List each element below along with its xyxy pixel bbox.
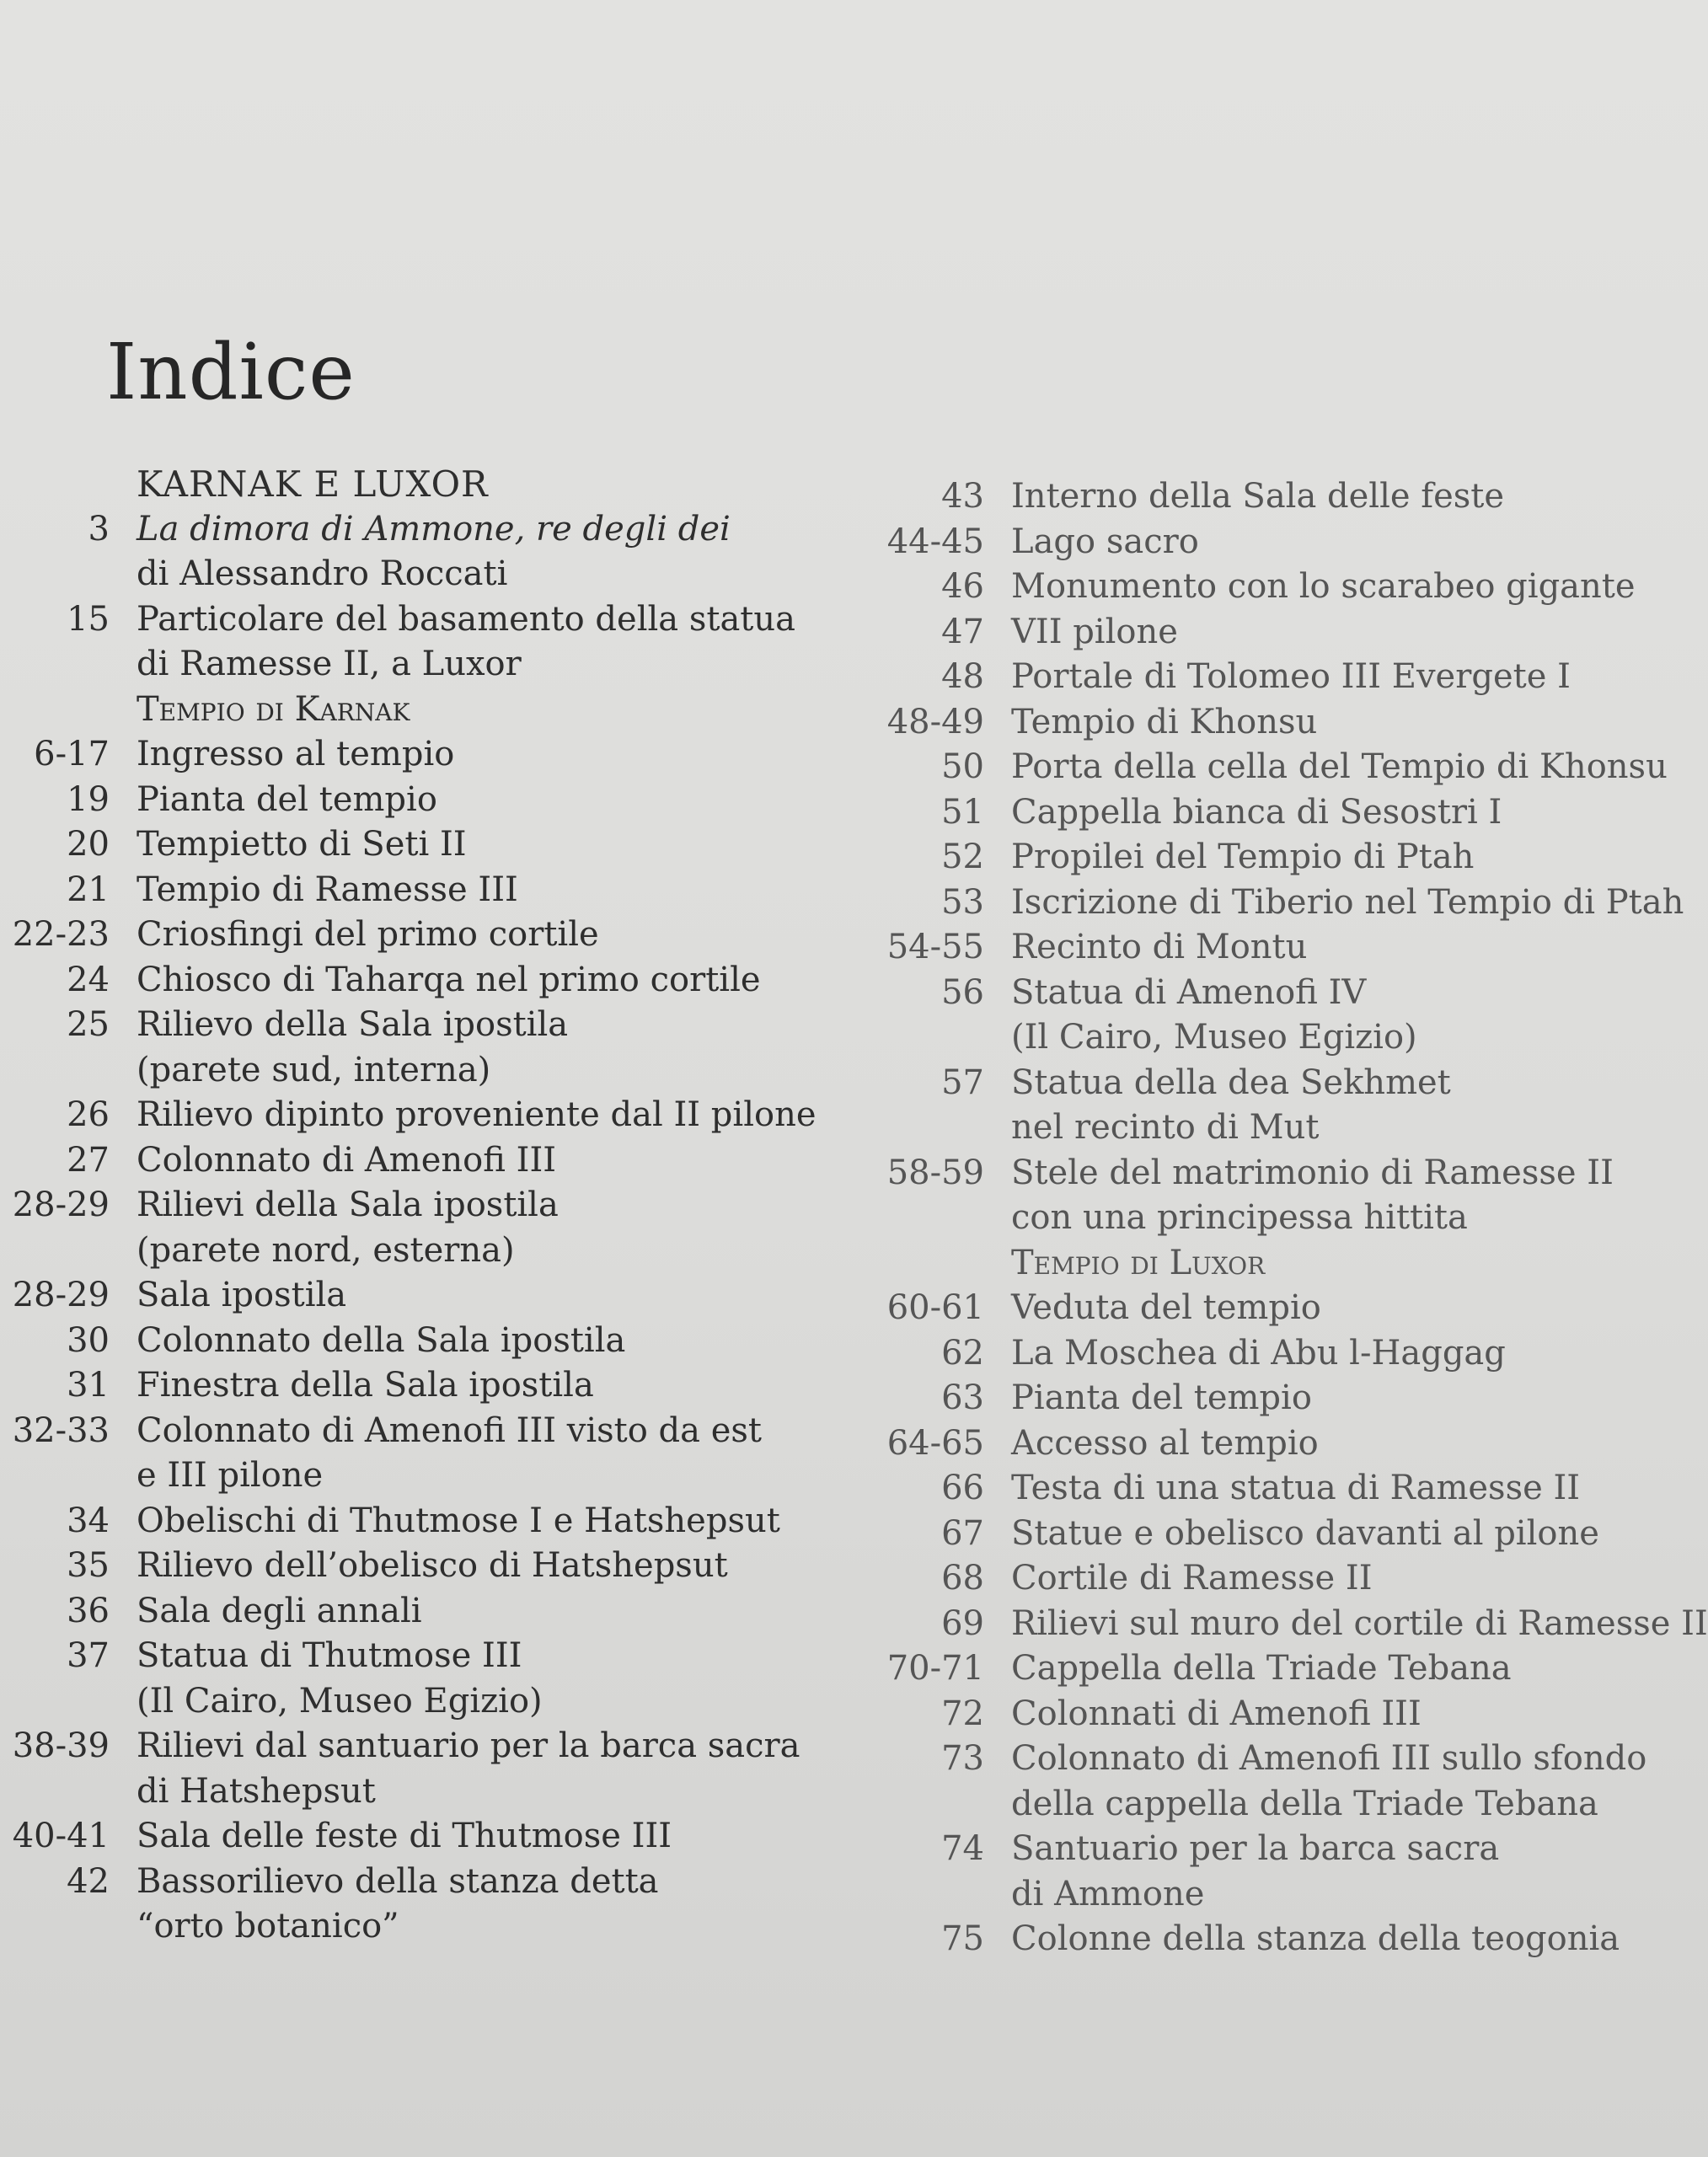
toc-entry bbox=[876, 1827, 1618, 1917]
toc-entry bbox=[876, 835, 1618, 880]
toc-entry bbox=[0, 1589, 843, 1635]
toc-entry-title: Propilei del Tempio di Ptah bbox=[1011, 838, 1475, 876]
toc-entry-title: Sala delle feste di Thutmose III bbox=[137, 1817, 672, 1855]
toc-entry-title: Colonnato di Amenofi III visto da est bbox=[137, 1410, 762, 1450]
toc-entry-title: Finestra della Sala ipostila bbox=[137, 1366, 594, 1405]
toc-section-heading bbox=[0, 688, 843, 733]
toc-page-number: 51 bbox=[941, 792, 984, 832]
toc-entry-title: Colonne della stanza della teogonia bbox=[1011, 1919, 1620, 1958]
toc-entry-title: Recinto di Montu bbox=[1011, 928, 1308, 966]
toc-entry-title: Stele del matrimonio di Ramesse II bbox=[1011, 1153, 1614, 1192]
toc-entry bbox=[876, 1512, 1618, 1557]
toc-entry-text bbox=[137, 462, 843, 507]
toc-page-number: 68 bbox=[941, 1559, 984, 1598]
toc-entry bbox=[0, 1183, 843, 1273]
toc-page-number: 57 bbox=[941, 1062, 984, 1102]
toc-page-number: 56 bbox=[941, 972, 984, 1012]
toc-entry-text bbox=[1011, 835, 1618, 880]
toc-entry-title: Iscrizione di Tiberio nel Tempio di Ptah bbox=[1011, 882, 1684, 922]
toc-entry-text bbox=[137, 1003, 843, 1093]
toc-entry-title: Tempio di Ramesse III bbox=[137, 870, 518, 909]
toc-entry-text bbox=[137, 1273, 843, 1319]
toc-entry bbox=[876, 655, 1618, 700]
toc-entry-text bbox=[137, 868, 843, 913]
toc-entry-text bbox=[1011, 1512, 1618, 1557]
toc-entry-title: Tempietto di Seti II bbox=[137, 825, 467, 864]
toc-page-number: 36 bbox=[67, 1591, 110, 1630]
toc-page-number: 6-17 bbox=[34, 735, 110, 773]
toc-entry-title: Rilievo dipinto proveniente dal II pilone bbox=[137, 1095, 817, 1134]
toc-page-number: 26 bbox=[67, 1095, 110, 1134]
toc-entry-title: Statua della dea Sekhmet bbox=[1011, 1062, 1451, 1102]
toc-entry-text bbox=[137, 822, 843, 868]
toc-entry-text bbox=[1011, 1917, 1620, 1962]
toc-page-number: 27 bbox=[67, 1140, 110, 1180]
toc-entry-title: Chiosco di Taharqa nel primo cortile bbox=[137, 960, 761, 999]
toc-right-column bbox=[876, 474, 1708, 1962]
toc-page-number: 58-59 bbox=[886, 1153, 984, 1192]
toc-entry bbox=[876, 1737, 1647, 1827]
toc-entry bbox=[0, 958, 843, 1004]
toc-entry-text bbox=[137, 1860, 843, 1950]
toc-entry-text bbox=[1011, 1151, 1618, 1241]
toc-page-number: 40-41 bbox=[12, 1817, 110, 1855]
toc-entry bbox=[0, 1544, 843, 1589]
toc-entry-title: Rilievo dell’obelisco di Hatshepsut bbox=[137, 1546, 728, 1585]
toc-entry bbox=[0, 597, 843, 688]
toc-page-number: 48-49 bbox=[886, 702, 984, 741]
toc-entry-title: Lago sacro bbox=[1011, 522, 1199, 561]
toc-entry bbox=[0, 1499, 843, 1544]
toc-entry bbox=[876, 1421, 1618, 1467]
toc-entry bbox=[0, 1634, 843, 1724]
toc-entry bbox=[876, 745, 1668, 790]
toc-entry-subtitle: di Ramesse II, a Luxor bbox=[137, 645, 522, 683]
toc-entry-text bbox=[137, 1724, 843, 1814]
toc-page-number: 66 bbox=[941, 1469, 984, 1507]
toc-entry bbox=[0, 778, 843, 823]
toc-entry-subtitle: e III pilone bbox=[137, 1456, 324, 1495]
toc-entry-title: Monumento con lo scarabeo gigante bbox=[1011, 567, 1636, 606]
toc-page-number: 25 bbox=[67, 1005, 110, 1044]
toc-entry-text bbox=[137, 1499, 843, 1544]
toc-entry-title: Tempio di Luxor bbox=[1011, 1243, 1266, 1282]
toc-page-number: 28-29 bbox=[12, 1186, 110, 1224]
toc-page-number: 38-39 bbox=[12, 1726, 110, 1765]
toc-entry-subtitle: della cappella della Triade Tebana bbox=[1011, 1784, 1598, 1823]
toc-entry bbox=[876, 1556, 1618, 1602]
toc-entry-text bbox=[1011, 1556, 1618, 1602]
toc-entry-title: Rilievi dal santuario per la barca sacra bbox=[137, 1726, 800, 1765]
toc-entry bbox=[0, 1860, 843, 1950]
toc-entry-title: Testa di una statua di Ramesse II bbox=[1011, 1469, 1581, 1507]
toc-entry-title: VII pilone bbox=[1011, 612, 1178, 651]
toc-entry-title: Tempio di Khonsu bbox=[1011, 702, 1318, 741]
toc-entry-title: Statue e obelisco davanti al pilone bbox=[1011, 1513, 1599, 1553]
toc-entry-subtitle: (Il Cairo, Museo Egizio) bbox=[1011, 1018, 1417, 1057]
toc-entry-text bbox=[137, 1138, 843, 1184]
toc-entry-title: KARNAK E LUXOR bbox=[137, 463, 489, 505]
toc-page-number: 63 bbox=[941, 1378, 984, 1417]
toc-entry-text bbox=[1011, 1602, 1708, 1647]
toc-entry-title: Colonnato della Sala ipostila bbox=[137, 1320, 626, 1360]
toc-page-number: 22-23 bbox=[12, 915, 110, 954]
toc-page-number: 44-45 bbox=[886, 522, 984, 561]
toc-entry-text bbox=[137, 1544, 843, 1589]
toc-entry-text bbox=[137, 1183, 843, 1273]
toc-entry-text bbox=[1011, 1737, 1646, 1827]
toc-entry bbox=[0, 1319, 843, 1364]
toc-page-number bbox=[0, 688, 110, 733]
toc-entry-subtitle: di Alessandro Roccati bbox=[137, 554, 508, 593]
toc-entry bbox=[0, 1814, 843, 1860]
toc-entry bbox=[876, 610, 1618, 656]
toc-entry-text bbox=[1011, 1466, 1618, 1512]
toc-entry-title: Colonnato di Amenofi III bbox=[137, 1140, 557, 1180]
toc-page-number: 19 bbox=[67, 779, 110, 819]
toc-page-number: 69 bbox=[941, 1603, 984, 1643]
toc-entry-text bbox=[137, 688, 843, 733]
toc-entry-title: Veduta del tempio bbox=[1011, 1288, 1321, 1327]
toc-entry bbox=[876, 1466, 1618, 1512]
toc-entry-subtitle: (parete nord, esterna) bbox=[137, 1230, 515, 1270]
toc-entry-text bbox=[1011, 1827, 1618, 1917]
toc-entry-title: Interno della Sala delle feste bbox=[1011, 477, 1505, 516]
toc-entry-title: Tempio di Karnak bbox=[137, 689, 410, 729]
toc-entry-text bbox=[1011, 880, 1684, 926]
toc-entry-text bbox=[137, 1363, 843, 1409]
toc-entry-title: Portale di Tolomeo III Evergete I bbox=[1011, 657, 1571, 696]
toc-page-number: 34 bbox=[67, 1501, 110, 1540]
toc-page-number: 21 bbox=[67, 870, 110, 909]
toc-page-number: 24 bbox=[67, 960, 110, 999]
toc-page-number: 60-61 bbox=[886, 1288, 984, 1327]
toc-entry-text bbox=[1011, 520, 1618, 565]
toc-entry-text bbox=[137, 1409, 843, 1499]
toc-page-number: 75 bbox=[941, 1919, 984, 1958]
toc-entry-title: Sala ipostila bbox=[137, 1276, 347, 1314]
toc-entry-text bbox=[137, 507, 843, 597]
toc-entry-text bbox=[137, 1589, 843, 1635]
toc-page-number: 28-29 bbox=[12, 1276, 110, 1314]
toc-entry bbox=[0, 732, 843, 778]
toc-entry-title: Ingresso al tempio bbox=[137, 735, 455, 773]
toc-entry-text bbox=[137, 1634, 843, 1724]
toc-entry bbox=[876, 474, 1618, 520]
toc-entry-title: La Moschea di Abu l-Haggag bbox=[1011, 1333, 1506, 1373]
toc-entry-text bbox=[1011, 1421, 1618, 1467]
toc-entry-text bbox=[1011, 971, 1618, 1061]
toc-page-number: 50 bbox=[941, 747, 984, 786]
toc-entry-text bbox=[1011, 1331, 1618, 1377]
toc-entry-subtitle: di Ammone bbox=[1011, 1874, 1205, 1913]
toc-entry bbox=[876, 971, 1618, 1061]
toc-entry bbox=[0, 1093, 843, 1138]
toc-entry-title: Cortile di Ramesse II bbox=[1011, 1559, 1373, 1598]
toc-entry-text bbox=[1011, 565, 1636, 610]
toc-entry-title: La dimora di Ammone, re degli dei bbox=[137, 509, 731, 549]
toc-entry-text bbox=[1011, 1646, 1618, 1692]
toc-entry-title: Sala degli annali bbox=[137, 1591, 422, 1630]
toc-page-number: 67 bbox=[941, 1513, 984, 1553]
page-title: Indice bbox=[106, 327, 356, 417]
toc-page-number: 53 bbox=[941, 882, 984, 922]
toc-entry bbox=[0, 822, 843, 868]
toc-entry bbox=[0, 1273, 843, 1319]
toc-entry-text bbox=[1011, 1692, 1618, 1737]
toc-section-heading bbox=[0, 462, 843, 507]
toc-section-heading bbox=[876, 1241, 1618, 1287]
toc-entry bbox=[876, 1646, 1618, 1692]
toc-entry-text bbox=[137, 732, 843, 778]
toc-entry-text bbox=[1011, 745, 1668, 790]
toc-page-number: 62 bbox=[941, 1333, 984, 1373]
toc-entry bbox=[0, 913, 843, 958]
toc-entry bbox=[876, 1061, 1618, 1151]
toc-page-number: 35 bbox=[67, 1546, 110, 1585]
toc-page-number: 30 bbox=[67, 1320, 110, 1360]
toc-entry-text bbox=[137, 778, 843, 823]
toc-entry-text bbox=[137, 1093, 843, 1138]
toc-entry-text bbox=[137, 1319, 843, 1364]
toc-entry-subtitle: (Il Cairo, Museo Egizio) bbox=[137, 1681, 543, 1721]
toc-entry-title: Bassorilievo della stanza detta bbox=[137, 1861, 659, 1901]
toc-entry bbox=[876, 1692, 1618, 1737]
toc-entry-title: Colonnato di Amenofi III sullo sfondo bbox=[1011, 1739, 1647, 1778]
toc-page-number: 74 bbox=[941, 1829, 984, 1868]
toc-page-number: 52 bbox=[941, 838, 984, 876]
toc-entry bbox=[876, 1917, 1618, 1962]
toc-entry-subtitle: con una principessa hittita bbox=[1011, 1198, 1468, 1237]
toc-entry-text bbox=[1011, 790, 1618, 836]
toc-entry bbox=[876, 790, 1618, 836]
toc-entry-text bbox=[1011, 610, 1618, 656]
toc-entry bbox=[876, 565, 1636, 610]
toc-page-number: 54-55 bbox=[886, 928, 984, 966]
toc-entry bbox=[876, 520, 1618, 565]
toc-page-number bbox=[0, 462, 110, 507]
toc-entry bbox=[0, 1724, 843, 1814]
toc-page-number: 31 bbox=[67, 1366, 110, 1405]
toc-entry-title: Pianta del tempio bbox=[137, 779, 437, 819]
toc-page-number: 70-71 bbox=[886, 1649, 984, 1688]
toc-entry-text bbox=[1011, 1286, 1618, 1331]
toc-entry-subtitle: “orto botanico” bbox=[137, 1907, 399, 1946]
toc-entry-title: Rilievo della Sala ipostila bbox=[137, 1005, 569, 1044]
toc-entry-subtitle: nel recinto di Mut bbox=[1011, 1108, 1320, 1147]
toc-entry-text bbox=[1011, 474, 1618, 520]
toc-entry-title: Criosfingi del primo cortile bbox=[137, 915, 599, 954]
toc-entry-subtitle: (parete sud, interna) bbox=[137, 1050, 491, 1089]
toc-page-number: 72 bbox=[941, 1694, 984, 1733]
toc-entry-title: Obelischi di Thutmose I e Hatshepsut bbox=[137, 1501, 780, 1540]
toc-entry-title: Colonnati di Amenofi III bbox=[1011, 1694, 1422, 1733]
toc-entry-text bbox=[1011, 700, 1618, 746]
toc-entry bbox=[876, 925, 1618, 971]
toc-page-number: 48 bbox=[941, 657, 984, 696]
toc-entry bbox=[876, 1376, 1618, 1421]
toc-entry bbox=[876, 1602, 1708, 1647]
toc-page-number: 15 bbox=[67, 599, 110, 639]
toc-entry-title: Particolare del basamento della statua bbox=[137, 599, 795, 639]
toc-entry-title: Rilievi della Sala ipostila bbox=[137, 1186, 559, 1224]
toc-page-number bbox=[876, 1241, 984, 1287]
toc-entry-text bbox=[137, 958, 843, 1004]
toc-entry bbox=[0, 1409, 843, 1499]
toc-page-number: 47 bbox=[941, 612, 984, 651]
toc-entry-text bbox=[1011, 1061, 1618, 1151]
toc-entry-title: Cappella bianca di Sesostri I bbox=[1011, 792, 1502, 832]
toc-entry bbox=[0, 1138, 843, 1184]
toc-entry-text bbox=[1011, 655, 1618, 700]
toc-entry-text bbox=[1011, 925, 1618, 971]
toc-entry-text bbox=[137, 1814, 843, 1860]
toc-entry bbox=[0, 868, 843, 913]
toc-entry-text bbox=[137, 913, 843, 958]
toc-entry-title: Porta della cella del Tempio di Khonsu bbox=[1011, 747, 1668, 786]
toc-entry-title: Cappella della Triade Tebana bbox=[1011, 1649, 1512, 1688]
toc-left-column bbox=[0, 462, 843, 1950]
toc-page-number: 73 bbox=[941, 1739, 984, 1778]
toc-entry bbox=[876, 1286, 1618, 1331]
toc-entry-title: Accesso al tempio bbox=[1011, 1423, 1319, 1463]
toc-page-number: 20 bbox=[67, 825, 110, 864]
toc-page-number: 46 bbox=[941, 567, 984, 606]
toc-entry bbox=[876, 700, 1618, 746]
toc-entry bbox=[876, 880, 1684, 926]
toc-entry-subtitle: di Hatshepsut bbox=[137, 1771, 376, 1811]
toc-entry bbox=[0, 507, 843, 597]
toc-entry-title: Rilievi sul muro del cortile di Ramesse II bbox=[1011, 1603, 1708, 1643]
toc-entry-title: Santuario per la barca sacra bbox=[1011, 1829, 1500, 1868]
toc-entry-text bbox=[1011, 1376, 1618, 1421]
toc-page-number: 32-33 bbox=[12, 1410, 110, 1450]
toc-page-number: 3 bbox=[88, 509, 110, 549]
toc-page-number: 37 bbox=[67, 1636, 110, 1675]
toc-page-number: 43 bbox=[941, 477, 984, 516]
toc-entry bbox=[0, 1363, 843, 1409]
toc-entry-title: Pianta del tempio bbox=[1011, 1378, 1312, 1417]
toc-entry-title: Statua di Thutmose III bbox=[137, 1636, 522, 1675]
toc-entry-text bbox=[137, 597, 843, 688]
toc-entry bbox=[876, 1151, 1618, 1241]
toc-page-number: 42 bbox=[67, 1861, 110, 1901]
toc-entry-title: Statua di Amenofi IV bbox=[1011, 972, 1367, 1012]
toc-entry bbox=[876, 1331, 1618, 1377]
toc-page-number: 64-65 bbox=[886, 1423, 984, 1463]
toc-entry bbox=[0, 1003, 843, 1093]
toc-entry-text bbox=[1011, 1241, 1618, 1287]
